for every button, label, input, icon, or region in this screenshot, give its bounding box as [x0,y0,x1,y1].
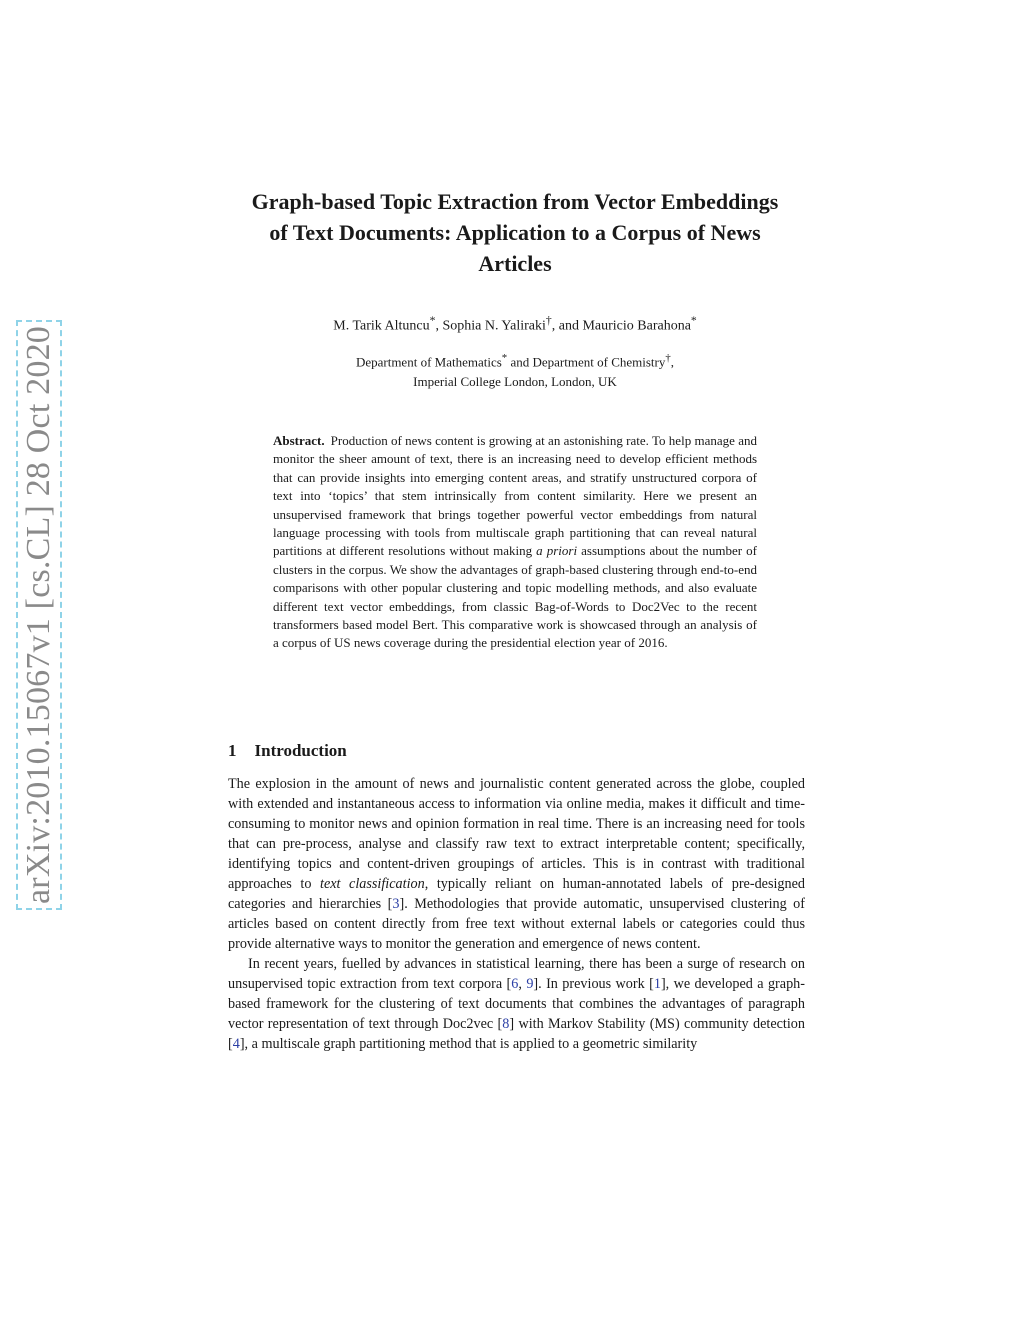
author-name: Mauricio Barahona [582,318,691,334]
affiliation-mark: * [501,352,508,364]
section-heading [228,741,347,761]
arxiv-identifier: arXiv:2010.15067v1 [cs.CL] 28 Oct 2020 [20,326,57,904]
abstract-text: assumptions about the number of clusters in the corpus. We show the advantages of graph-based clustering through end-to-end comparisons with other popular clustering and topic modelling methods, and also evaluate different text vector embeddings, from classic Bag-of-Words to Doc2Vec to the recent transformers based model Bert. This comparative work is showcased through an analysis of a corpus of US news coverage during the presidential election year of 2016. [273,543,758,651]
affiliation-mark: † [665,352,671,364]
author-affiliation-mark: * [429,314,436,327]
paragraph-text: , typically reliant on human-annotated labels of pre-designed categories and hierarchies [ [228,876,805,912]
author-separator: , and [551,318,583,334]
citation-link[interactable]: 9 [526,976,534,992]
author-name: Sophia N. Yaliraki [442,318,546,334]
citation-link[interactable]: 3 [392,896,400,912]
citation-separator: , [518,976,527,992]
department-name: Department of Chemistry [532,354,666,370]
citation-link[interactable]: 6 [511,976,519,992]
affiliation-departments [240,348,790,372]
paragraph [228,954,805,1054]
citation-link[interactable]: 1 [653,976,661,992]
citation-link[interactable]: 4 [232,1036,240,1052]
emphasis-text: text classification [320,876,425,892]
paper-title: Graph-based Topic Extraction from Vector Embeddings of Text Documents: Application to a Corpus of News Articles [251,189,779,276]
paragraph-text: ], a multiscale graph partitioning method that is applied to a geometric similarity [239,1036,698,1052]
author-name: M. Tarik Altuncu [333,318,430,334]
paragraph-text: ]. In previous work [ [533,976,654,992]
citation-link[interactable]: 8 [502,1016,510,1032]
abstract [273,432,757,653]
affiliation-block [240,348,790,392]
paragraph-text: In recent years, fuelled by advances in statistical learning, there has been a surge of research on unsupervised topic extraction from text corpora [ [228,956,805,992]
author-list [240,314,790,335]
section-title: Introduction [254,741,347,760]
paragraph [228,774,805,954]
author-affiliation-mark: † [545,314,552,327]
affiliation-comma: , [670,354,675,370]
abstract-label: Abstract. [273,433,325,448]
abstract-emphasis: a priori [536,543,578,559]
author-affiliation-mark: * [690,314,697,327]
paragraph-text: ]. Methodologies that provide automatic, unsupervised clustering of articles based on content directly from free text without external labels or categories could thus provide alternative ways to monitor the generation and emergence of news content. [228,896,805,952]
introduction-body [228,774,805,1054]
paragraph-text: The explosion in the amount of news and journalistic content generated across the globe, coupled with extended and instantaneous access to information via online media, makes it difficult and time-consuming to monitor news and opinion formation in real time. There is an increasing need for tools that can pre-process, analyse and classify raw text to extract interpretable content; specifically, identifying topics and content-driven groupings of articles. This is in contrast with traditional approaches to [228,776,805,892]
affiliation-connector: and [507,354,533,370]
affiliation-institution: Imperial College London, London, UK [413,374,617,390]
author-separator: , [435,318,443,334]
paragraph-text: ] with Markov Stability (MS) community detection [ [228,1016,805,1052]
section-number: 1 [228,741,237,760]
department-name: Department of Mathematics [355,354,502,370]
abstract-text: Production of news content is growing at an astonishing rate. To help manage and monitor the sheer amount of text, there is an increasing need to develop efficient methods that can provide insights into emerging content areas, and stratify unstructured corpora of text into ‘topics’ that stem intrinsically from content similarity. Here we present an unsupervised framework that brings together powerful vector embeddings from natural language processing with tools from multiscale graph partitioning that can reveal natural partitions at different resolutions without making [273,433,757,559]
paragraph-text: ], we developed a graph-based framework for the clustering of text documents that combines the advantages of paragraph vector representation of text through Doc2vec [ [228,976,805,1032]
